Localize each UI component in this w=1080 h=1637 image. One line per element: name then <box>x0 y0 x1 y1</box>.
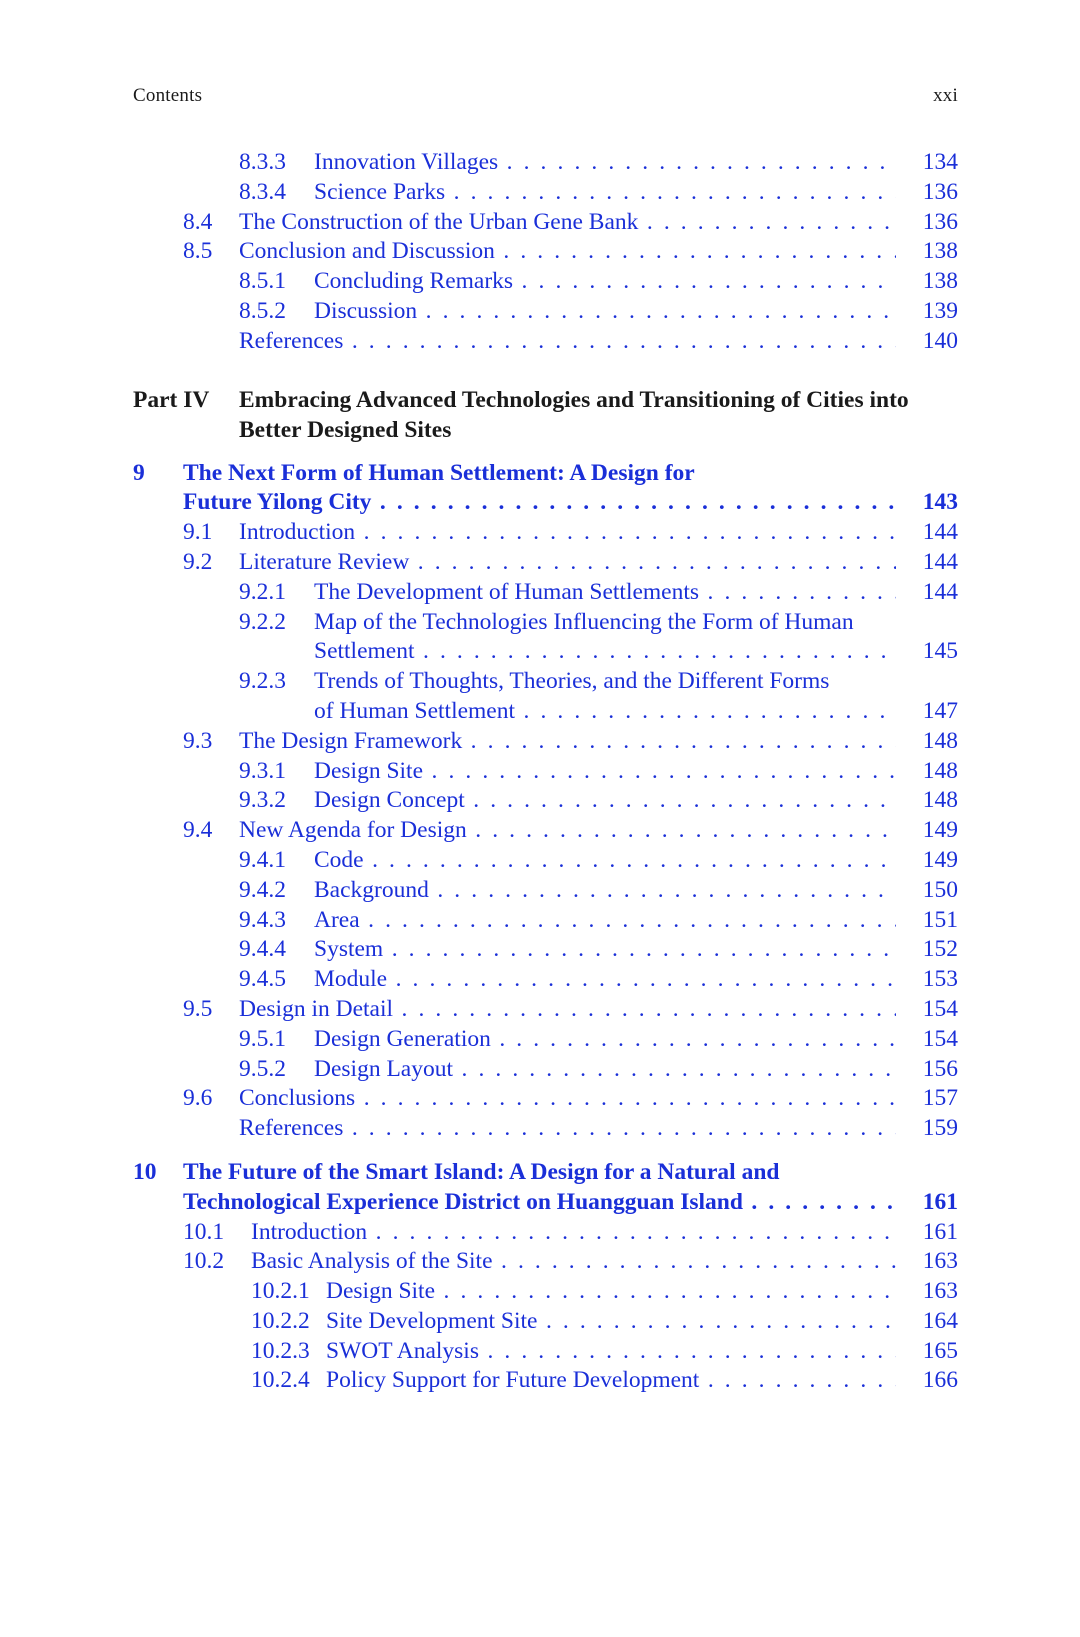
toc-entry[interactable] <box>133 757 958 787</box>
toc-title: The Development of Human Settlements . . . <box>314 579 896 605</box>
toc-page-number: 159 <box>922 1115 958 1142</box>
toc-entry[interactable] <box>133 178 958 208</box>
toc-entry[interactable] <box>133 267 958 297</box>
toc-page-number: 152 <box>922 936 958 963</box>
toc-title-wrap <box>314 846 896 876</box>
toc-title-wrap <box>314 578 896 608</box>
toc-entry[interactable] <box>133 148 958 178</box>
toc-page-number: 139 <box>922 297 958 324</box>
toc-title-wrap <box>239 1084 896 1114</box>
running-head <box>133 85 958 109</box>
toc-page-number: 147 <box>922 697 958 724</box>
toc-page-number: 144 <box>922 548 958 575</box>
toc-title: Future Yilong City . . . <box>183 489 896 515</box>
toc-number: 9.3.2 <box>239 787 286 814</box>
toc-number: 10 <box>133 1158 157 1185</box>
toc-group-chapter-9 <box>133 518 958 1144</box>
toc-number: 9.2.1 <box>239 578 286 605</box>
running-head-page-number: xxi <box>933 85 958 106</box>
toc-title: Introduction . . . <box>251 1219 896 1245</box>
toc-page-number: 136 <box>922 178 958 205</box>
toc-title: Innovation Villages . . . <box>314 149 896 175</box>
toc-title: Introduction . . . <box>239 519 896 545</box>
toc-title: Code . . . <box>314 847 896 873</box>
toc-title-wrap <box>239 208 896 238</box>
toc-title-wrap <box>251 1247 896 1277</box>
toc-title: New Agenda for Design . . . <box>239 817 896 843</box>
toc-entry[interactable] <box>133 697 958 727</box>
toc-group-chapter-10 <box>133 1218 958 1397</box>
toc-entry[interactable] <box>133 578 958 608</box>
toc-title: Settlement . . . <box>314 638 896 664</box>
toc-title-wrap <box>239 727 896 757</box>
toc-entry[interactable] <box>133 237 958 267</box>
toc-title-wrap <box>314 297 896 327</box>
toc-number: 9.3 <box>183 727 213 754</box>
toc-entry[interactable] <box>133 965 958 995</box>
toc-title: Design Generation . . . <box>314 1026 896 1052</box>
toc-page-number: 148 <box>922 757 958 784</box>
toc-page-number: 149 <box>922 817 958 844</box>
toc-number: 8.3.3 <box>239 149 286 175</box>
toc-title-wrap <box>314 935 896 965</box>
toc-title-wrap <box>326 1307 896 1337</box>
toc-title-wrap <box>314 1055 896 1085</box>
toc-entry[interactable] <box>133 1366 958 1396</box>
toc-title: The Next Form of Human Settlement: A Design for <box>183 459 695 486</box>
toc-entry[interactable] <box>133 1337 958 1367</box>
toc-page-number: 163 <box>922 1248 958 1275</box>
toc-entry[interactable] <box>133 637 958 667</box>
toc-number: 10.2.1 <box>251 1278 310 1305</box>
toc-title-wrap <box>239 518 896 548</box>
toc-page-number: 149 <box>922 846 958 873</box>
toc-title: Design Site . . . <box>326 1278 896 1304</box>
toc-title: Module . . . <box>314 966 896 992</box>
toc-number: 8.5 <box>183 238 213 265</box>
toc-page-number: 144 <box>922 519 958 546</box>
toc-page-number: 148 <box>922 787 958 814</box>
toc-title: The Design Framework . . . <box>239 728 896 754</box>
toc-number: 10.2.3 <box>251 1337 310 1364</box>
toc-page-number: 161 <box>922 1218 958 1245</box>
toc-page-number: 157 <box>922 1085 958 1112</box>
toc-title: Site Development Site . . . <box>326 1308 896 1334</box>
toc-number: 9.4 <box>183 817 213 844</box>
toc-number: 10.2 <box>183 1248 225 1275</box>
toc-title-wrap <box>314 786 896 816</box>
toc-entry[interactable] <box>133 995 958 1025</box>
part-label: Part IV <box>133 386 210 413</box>
toc-title: Trends of Thoughts, Theories, and the Different Forms <box>314 668 830 695</box>
toc-page-number: 151 <box>922 906 958 933</box>
toc-page-number: 150 <box>922 876 958 903</box>
toc-title-wrap <box>314 876 896 906</box>
toc-title-wrap <box>239 995 896 1025</box>
toc-title-wrap <box>326 1277 896 1307</box>
toc-title-wrap <box>314 757 896 787</box>
toc-entry[interactable] <box>133 816 958 846</box>
toc-entry[interactable] <box>133 906 958 936</box>
toc-entry[interactable] <box>133 1114 958 1144</box>
toc-title-wrap <box>183 488 896 518</box>
toc-page-number: 144 <box>922 578 958 605</box>
toc-number: 9.6 <box>183 1085 213 1112</box>
toc-title: Design Layout . . . <box>314 1056 896 1082</box>
toc-number: 10.2.4 <box>251 1367 310 1394</box>
toc-title-wrap <box>314 608 896 638</box>
toc-number: 8.3.4 <box>239 178 286 205</box>
toc-entry[interactable] <box>133 1218 958 1248</box>
toc-number: 10.2.2 <box>251 1307 310 1334</box>
toc-title: Discussion . . . <box>314 298 896 324</box>
toc-entry[interactable] <box>133 876 958 906</box>
toc-title-wrap <box>314 267 896 297</box>
toc-title: Conclusions . . . <box>239 1085 896 1111</box>
toc-number: 8.4 <box>183 208 213 235</box>
toc-number: 9.4.3 <box>239 906 286 933</box>
toc-entry[interactable] <box>133 327 958 357</box>
toc-entry[interactable] <box>133 1055 958 1085</box>
part-title: Embracing Advanced Technologies and Transitioning of Cities into Better Designed Sites <box>239 386 909 443</box>
toc-group-chapter-8 <box>133 148 958 357</box>
toc-title: Literature Review . . . <box>239 549 896 575</box>
toc-number: 9.4.4 <box>239 936 286 963</box>
toc-number: 9.4.1 <box>239 846 286 873</box>
toc-title-wrap <box>314 178 896 208</box>
toc-title-wrap <box>239 237 896 267</box>
toc-page-number: 161 <box>922 1188 958 1215</box>
toc-title-wrap <box>314 906 896 936</box>
toc-entry[interactable] <box>133 786 958 816</box>
toc-entry[interactable] <box>133 608 958 638</box>
toc-title-wrap <box>239 1114 896 1144</box>
toc-number: 9.1 <box>183 519 213 546</box>
toc-page-number: 134 <box>922 149 958 175</box>
toc-title: The Future of the Smart Island: A Design for a Natural and <box>183 1158 780 1185</box>
toc-entry[interactable] <box>133 1025 958 1055</box>
toc-title-wrap <box>239 816 896 846</box>
toc-title-wrap <box>239 327 896 357</box>
chapter-9-title-line-2[interactable] <box>133 488 958 518</box>
toc-number: 9.5.1 <box>239 1025 286 1052</box>
toc-page-number: 165 <box>922 1337 958 1364</box>
toc-page-number: 166 <box>922 1367 958 1394</box>
toc-title: Policy Support for Future Development . . . <box>326 1367 896 1393</box>
toc-number: 9.2.3 <box>239 668 286 695</box>
toc-number: 8.5.2 <box>239 297 286 324</box>
toc-title: Map of the Technologies Influencing the Form of Human <box>314 608 854 635</box>
toc-title-wrap <box>314 1025 896 1055</box>
toc-title: References . . . <box>239 1115 896 1141</box>
chapter-9-title-line-1[interactable] <box>133 459 958 489</box>
running-head-left: Contents <box>133 85 203 106</box>
chapter-10-title-line-2[interactable] <box>133 1188 958 1218</box>
toc-title: System . . . <box>314 936 896 962</box>
toc-title: Science Parks . . . <box>314 179 896 205</box>
toc-entry[interactable] <box>133 1084 958 1114</box>
toc-entry[interactable] <box>133 935 958 965</box>
toc-title: Area . . . <box>314 907 896 933</box>
toc-title-wrap <box>314 697 896 727</box>
toc-entry[interactable] <box>133 1247 958 1277</box>
toc-page-number: 138 <box>922 238 958 265</box>
toc-page-number: 145 <box>922 638 958 665</box>
toc-number: 9.2 <box>183 548 213 575</box>
toc-entry[interactable] <box>133 727 958 757</box>
toc-title: Design Concept . . . <box>314 787 896 813</box>
toc-page-number: 154 <box>922 995 958 1022</box>
toc-number: 8.5.1 <box>239 268 286 295</box>
toc-title-wrap <box>251 1218 896 1248</box>
toc-page-number: 143 <box>922 489 958 516</box>
toc-number: 9.2.2 <box>239 608 286 635</box>
toc-title: Design Site . . . <box>314 758 896 784</box>
toc-page-number: 138 <box>922 268 958 295</box>
toc-entry[interactable] <box>133 1277 958 1307</box>
toc-title: References . . . <box>239 328 896 354</box>
toc-title: of Human Settlement . . . <box>314 698 896 724</box>
toc-page-number: 154 <box>922 1025 958 1052</box>
toc-title-wrap <box>239 548 896 578</box>
toc-page-number: 164 <box>922 1307 958 1334</box>
toc-title: The Construction of the Urban Gene Bank . . . <box>239 209 896 235</box>
toc-title-wrap <box>326 1366 896 1396</box>
toc-title: Technological Experience District on Huangguan Island . . . <box>183 1189 896 1215</box>
toc-page-number: 136 <box>922 208 958 235</box>
part-heading <box>133 385 958 445</box>
toc-number: 9.4.5 <box>239 966 286 993</box>
toc-title: Conclusion and Discussion . . . <box>239 238 896 264</box>
toc-number: 10.1 <box>183 1218 225 1245</box>
chapter-10-title-line-1[interactable] <box>133 1158 958 1188</box>
toc-entry[interactable] <box>133 297 958 327</box>
toc-entry[interactable] <box>133 846 958 876</box>
toc-title-wrap <box>183 1188 896 1218</box>
toc-title-wrap <box>326 1337 896 1367</box>
toc-page-number: 140 <box>922 327 958 354</box>
toc-entry[interactable] <box>133 667 958 697</box>
toc-entry[interactable] <box>133 1307 958 1337</box>
toc-title-wrap <box>314 637 896 667</box>
toc-page-number: 148 <box>922 727 958 754</box>
toc-entry[interactable] <box>133 548 958 578</box>
toc-title-wrap <box>314 667 896 697</box>
toc-number: 9.4.2 <box>239 876 286 903</box>
toc-number: 9.3.1 <box>239 757 286 784</box>
toc-title: Basic Analysis of the Site . . . <box>251 1248 896 1274</box>
toc-page-number: 156 <box>922 1055 958 1082</box>
toc-entry[interactable] <box>133 518 958 548</box>
toc-page-number: 163 <box>922 1278 958 1305</box>
toc-number: 9.5.2 <box>239 1055 286 1082</box>
toc-title-wrap <box>314 148 896 178</box>
table-of-contents <box>133 148 958 1396</box>
toc-title: SWOT Analysis . . . <box>326 1338 896 1364</box>
toc-number: 9.5 <box>183 995 213 1022</box>
toc-title: Design in Detail . . . <box>239 996 896 1022</box>
toc-title: Background . . . <box>314 877 896 903</box>
toc-title-wrap <box>314 965 896 995</box>
toc-title: Concluding Remarks . . . <box>314 268 896 294</box>
toc-number: 9 <box>133 459 145 486</box>
toc-entry[interactable] <box>133 208 958 238</box>
toc-page-number: 153 <box>922 966 958 993</box>
